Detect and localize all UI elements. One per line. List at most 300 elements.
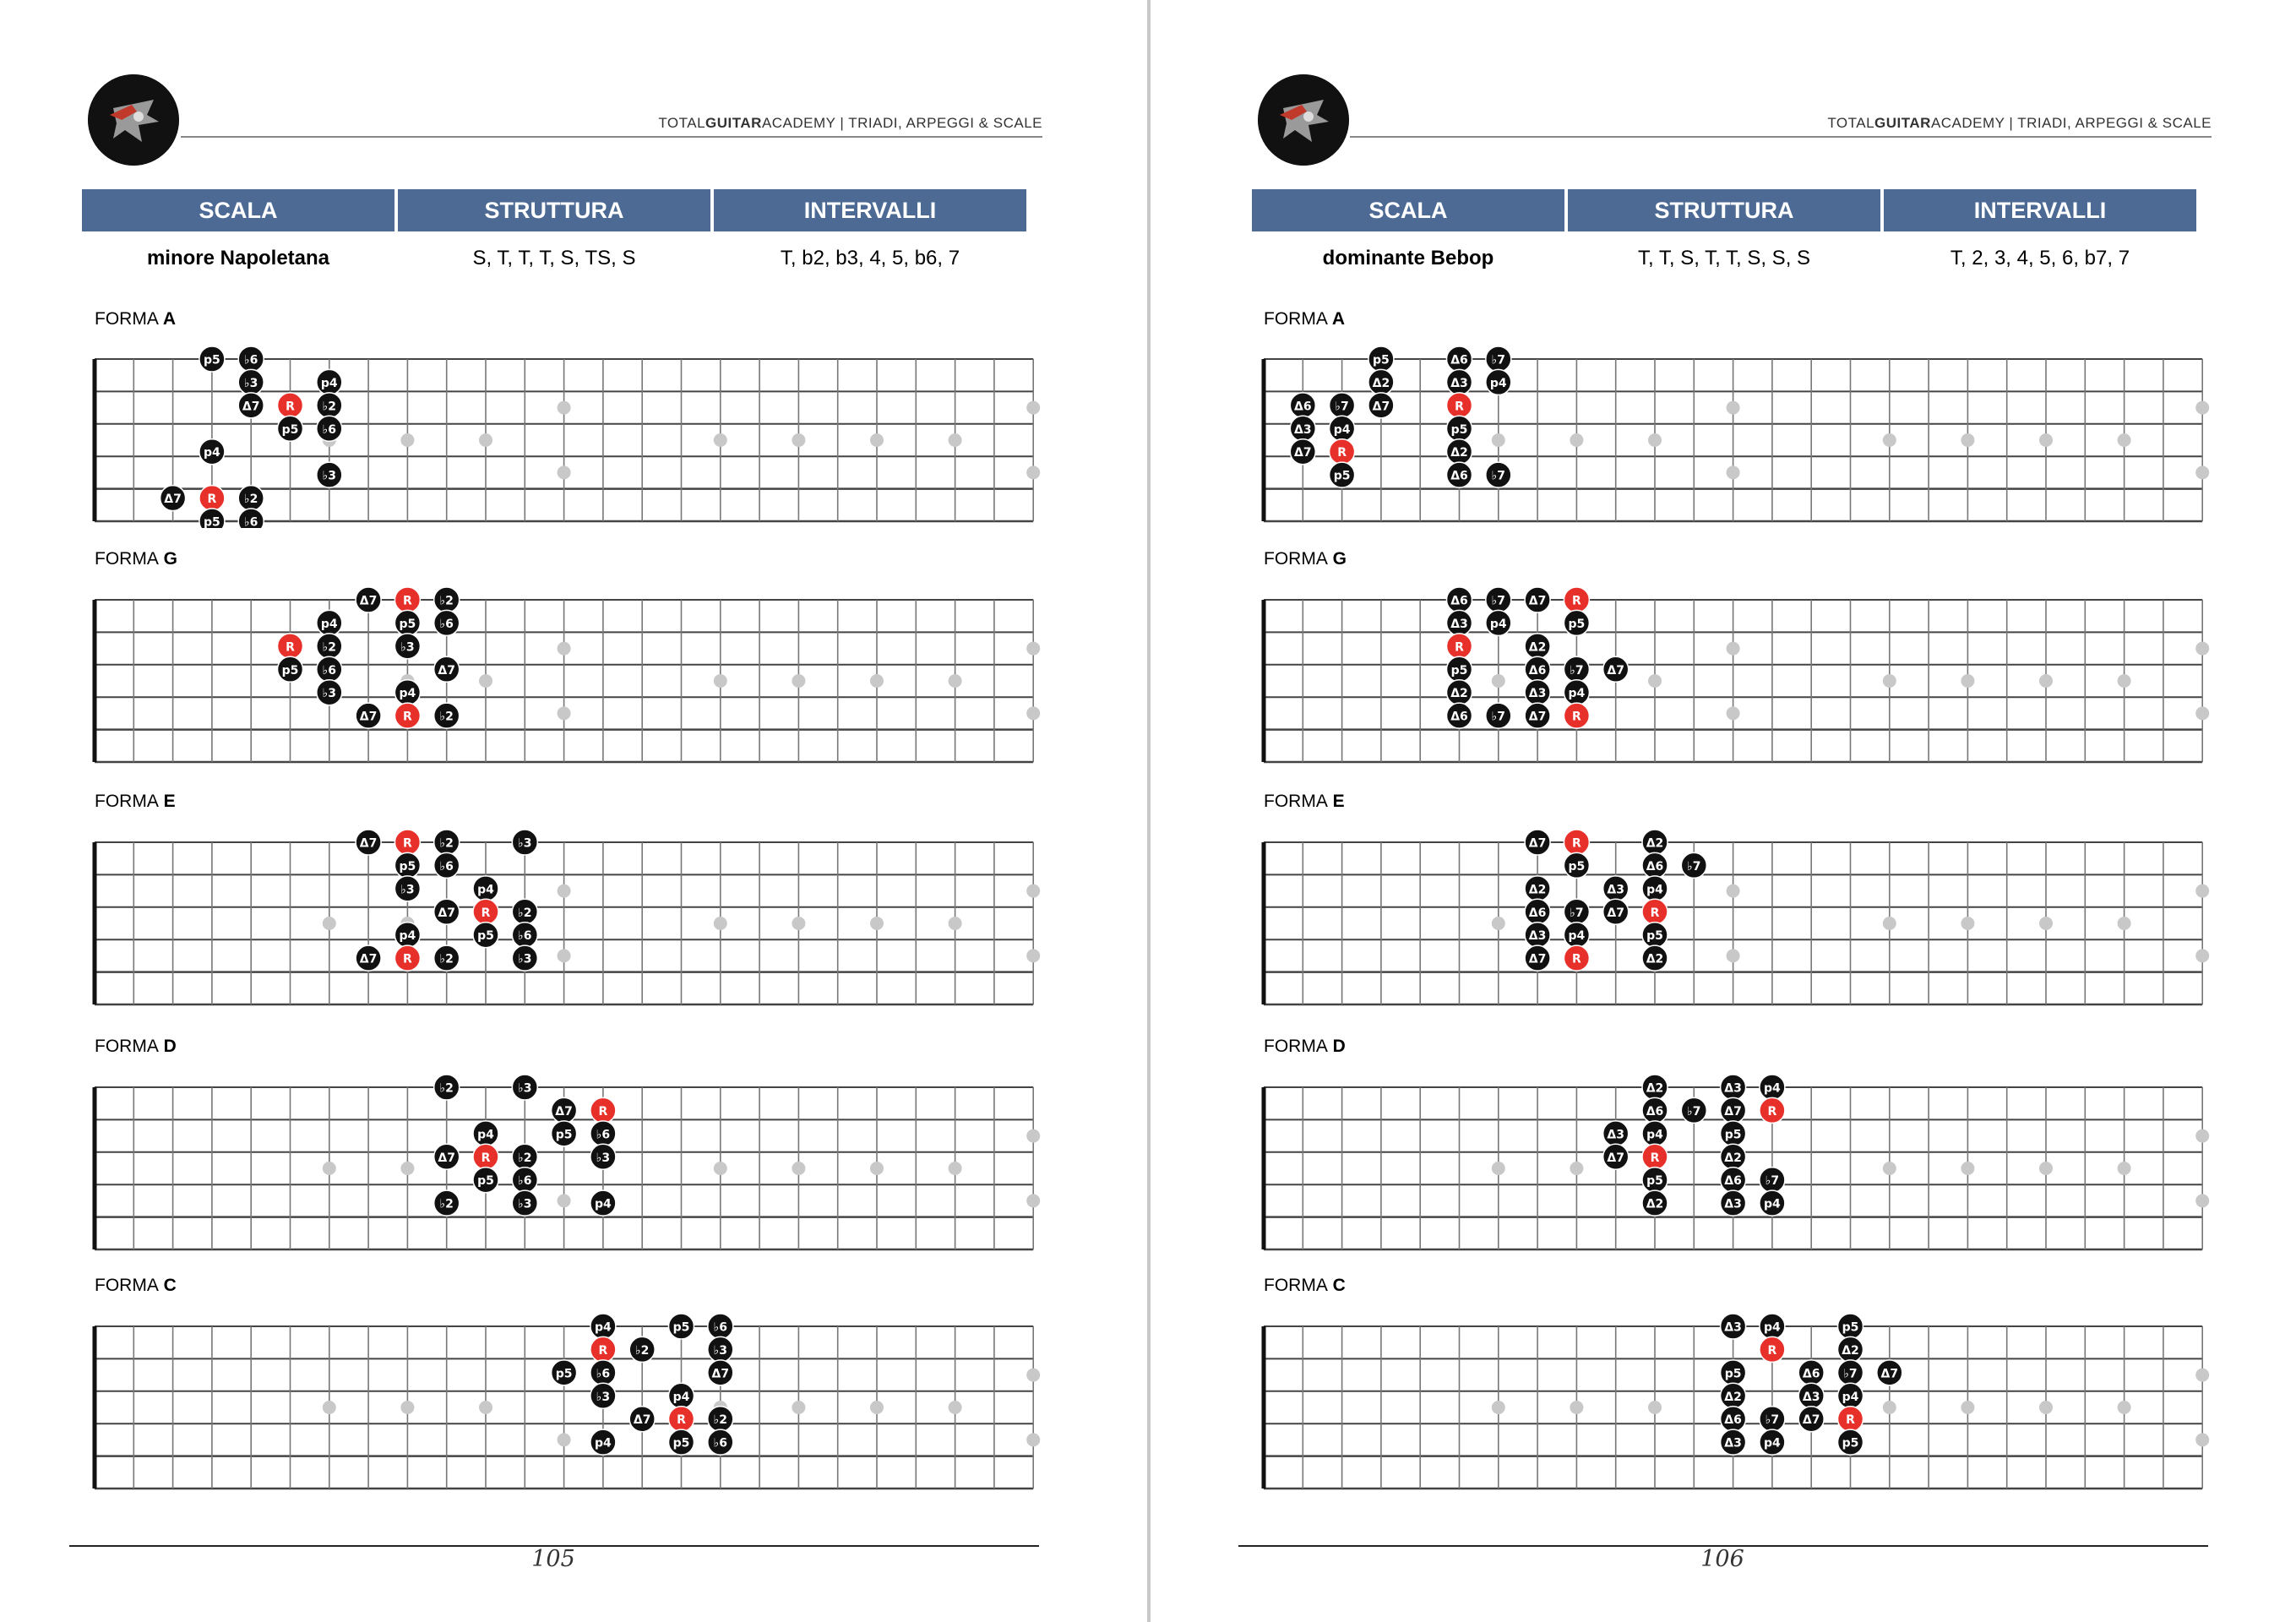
fret-inlay xyxy=(479,1401,492,1414)
fret-inlay xyxy=(2039,674,2053,688)
interval-note-marker xyxy=(1525,899,1550,924)
interval-note-marker xyxy=(1447,462,1472,487)
note-label: Δ2 xyxy=(1646,1197,1664,1211)
note-label: ♭2 xyxy=(322,640,336,655)
interval-note-marker xyxy=(356,703,381,728)
fret-inlay xyxy=(1026,465,1040,479)
note-label: p4 xyxy=(204,446,220,460)
note-label: Δ6 xyxy=(1724,1174,1742,1189)
interval-note-marker xyxy=(317,462,342,487)
note-label: Δ2 xyxy=(1646,836,1664,851)
note-label: Δ6 xyxy=(1724,1413,1742,1428)
interval-note-marker xyxy=(1760,1168,1785,1193)
note-label: p4 xyxy=(595,1320,612,1335)
note-label: ♭7 xyxy=(1491,353,1505,367)
note-label: ♭7 xyxy=(1765,1174,1780,1189)
fret-inlay xyxy=(792,433,805,447)
interval-note-marker xyxy=(434,830,460,855)
note-label: Δ6 xyxy=(1528,906,1547,920)
note-label: p5 xyxy=(399,859,416,874)
interval-note-marker xyxy=(552,1097,577,1123)
note-label: ♭7 xyxy=(1491,469,1505,483)
note-label: Δ7 xyxy=(359,952,378,966)
interval-note-marker xyxy=(394,680,420,705)
note-label: R xyxy=(1337,446,1347,460)
note-label: p4 xyxy=(595,1197,612,1211)
fret-inlay xyxy=(1961,917,1974,930)
note-label: Δ7 xyxy=(1294,446,1312,460)
note-label: p4 xyxy=(1489,617,1507,631)
fretboard-diagram xyxy=(84,1070,1047,1256)
fret-inlay xyxy=(2195,465,2209,479)
th-scala: SCALA xyxy=(82,189,394,231)
note-label: p5 xyxy=(1568,859,1586,874)
interval-note-marker xyxy=(1330,393,1355,418)
note-label: ♭3 xyxy=(596,1390,611,1404)
note-label: Δ2 xyxy=(1646,952,1664,966)
interval-note-marker xyxy=(1290,393,1315,418)
interval-note-marker xyxy=(1760,1407,1785,1432)
note-label: Δ7 xyxy=(1528,710,1547,724)
interval-note-marker xyxy=(473,923,498,948)
fret-inlay xyxy=(2195,642,2209,656)
fret-inlay xyxy=(1492,917,1505,930)
note-label: p5 xyxy=(1842,1320,1859,1335)
running-header: TOTALGUITARACADEMY | TRIADI, ARPEGGI & SCALE xyxy=(1827,115,2212,131)
interval-note-marker xyxy=(1525,945,1550,971)
interval-note-marker xyxy=(434,1075,460,1100)
interval-note-marker xyxy=(708,1360,733,1385)
note-label: R xyxy=(481,906,491,920)
fret-inlay xyxy=(479,674,492,688)
interval-note-marker xyxy=(1525,703,1550,728)
interval-note-marker xyxy=(238,369,264,395)
interval-note-marker xyxy=(434,656,460,682)
note-label: p5 xyxy=(555,1367,573,1381)
note-label: p5 xyxy=(1450,663,1468,678)
note-label: ♭2 xyxy=(439,710,454,724)
interval-note-marker xyxy=(434,1190,460,1216)
interval-note-marker xyxy=(1681,852,1706,878)
fret-inlay xyxy=(2039,917,2053,930)
interval-note-marker xyxy=(1525,656,1550,682)
note-label: ♭7 xyxy=(1491,710,1505,724)
fret-inlay xyxy=(1883,1162,1896,1175)
interval-note-marker xyxy=(1838,1360,1863,1385)
note-label: Δ7 xyxy=(1528,594,1547,608)
interval-note-marker xyxy=(394,876,420,901)
fret-inlay xyxy=(949,433,962,447)
fret-inlay xyxy=(714,1162,727,1175)
fret-inlay xyxy=(2039,1401,2053,1414)
note-label: Δ7 xyxy=(164,493,182,507)
interval-note-marker xyxy=(1486,587,1511,612)
interval-note-marker xyxy=(1525,680,1550,705)
interval-note-marker xyxy=(1447,439,1472,465)
interval-note-marker xyxy=(1447,680,1472,705)
fretboard-diagram xyxy=(1254,1309,2217,1495)
note-label: ♭2 xyxy=(439,594,454,608)
interval-note-marker xyxy=(708,1429,733,1455)
root-note-marker xyxy=(1760,1336,1785,1362)
note-label: ♭6 xyxy=(596,1128,611,1142)
fret-inlay xyxy=(792,917,805,930)
note-label: ♭6 xyxy=(322,422,336,437)
note-label: R xyxy=(207,493,217,507)
note-label: ♭6 xyxy=(713,1436,727,1451)
fret-inlay xyxy=(714,674,727,688)
forma-label: FORMA A xyxy=(1264,309,1346,329)
forma-label: FORMA A xyxy=(95,309,177,329)
interval-note-marker xyxy=(434,899,460,924)
note-label: ♭7 xyxy=(1570,906,1584,920)
th-struttura: STRUTTURA xyxy=(1568,189,1880,231)
interval-note-marker xyxy=(590,1360,616,1385)
fret-inlay xyxy=(1570,433,1583,447)
root-note-marker xyxy=(1760,1097,1785,1123)
interval-note-marker xyxy=(317,634,342,659)
note-label: ♭3 xyxy=(518,836,532,851)
fret-inlay xyxy=(714,917,727,930)
interval-note-marker xyxy=(1486,703,1511,728)
root-note-marker xyxy=(473,899,498,924)
interval-note-marker xyxy=(512,1144,537,1169)
fret-inlay xyxy=(1727,465,1740,479)
root-note-marker xyxy=(278,634,303,659)
root-note-marker xyxy=(473,1144,498,1169)
root-note-marker xyxy=(199,486,225,511)
note-label: ♭6 xyxy=(244,515,258,528)
fret-inlay xyxy=(1883,433,1896,447)
root-note-marker xyxy=(1330,439,1355,465)
fret-inlay xyxy=(792,674,805,688)
interval-note-marker xyxy=(1721,1097,1746,1123)
interval-note-marker xyxy=(590,1314,616,1339)
fret-inlay xyxy=(792,1401,805,1414)
note-label: ♭3 xyxy=(400,640,415,655)
note-label: p4 xyxy=(1764,1436,1781,1451)
note-label: R xyxy=(1572,710,1581,724)
note-label: Δ7 xyxy=(1528,836,1547,851)
fret-inlay xyxy=(400,433,414,447)
fret-inlay xyxy=(870,433,884,447)
interval-note-marker xyxy=(1603,1144,1629,1169)
interval-note-marker xyxy=(317,369,342,395)
note-label: R xyxy=(403,594,412,608)
note-label: p4 xyxy=(320,376,338,390)
interval-note-marker xyxy=(161,486,186,511)
note-label: Δ6 xyxy=(1646,859,1664,874)
note-label: Δ3 xyxy=(1528,687,1547,701)
note-label: p4 xyxy=(320,617,338,631)
note-label: p4 xyxy=(1646,1128,1663,1142)
note-label: p5 xyxy=(1373,353,1390,367)
note-label: Δ6 xyxy=(1528,663,1547,678)
interval-note-marker xyxy=(317,680,342,705)
note-label: p5 xyxy=(555,1128,573,1142)
fret-inlay xyxy=(1727,706,1740,720)
th-intervalli: INTERVALLI xyxy=(1884,189,2196,231)
interval-note-marker xyxy=(1525,634,1550,659)
interval-note-marker xyxy=(1798,1407,1824,1432)
note-label: Δ7 xyxy=(1880,1367,1899,1381)
interval-note-marker xyxy=(199,439,225,465)
note-label: Δ6 xyxy=(1802,1367,1820,1381)
interval-note-marker xyxy=(199,346,225,372)
root-note-marker xyxy=(394,587,420,612)
fret-inlay xyxy=(1727,401,1740,415)
fretboard-diagram xyxy=(84,583,1047,769)
note-label: ♭6 xyxy=(596,1367,611,1381)
interval-note-marker xyxy=(317,610,342,635)
note-label: Δ7 xyxy=(1528,952,1547,966)
fretboard-diagram xyxy=(1254,825,2217,1011)
note-label: Δ2 xyxy=(1450,687,1468,701)
interval-note-marker xyxy=(1721,1121,1746,1146)
root-note-marker xyxy=(1642,1144,1668,1169)
note-label: Δ2 xyxy=(1528,883,1547,897)
interval-note-marker xyxy=(317,416,342,441)
fret-inlay xyxy=(1570,1401,1583,1414)
root-note-marker xyxy=(669,1407,694,1432)
note-label: ♭2 xyxy=(518,1151,532,1165)
note-label: p5 xyxy=(1724,1128,1742,1142)
note-label: Δ2 xyxy=(1842,1343,1859,1358)
note-label: p5 xyxy=(1333,469,1351,483)
fret-inlay xyxy=(1492,1401,1505,1414)
interval-note-marker xyxy=(1447,610,1472,635)
interval-note-marker xyxy=(473,876,498,901)
note-label: Δ2 xyxy=(1724,1390,1742,1404)
interval-note-marker xyxy=(512,899,537,924)
forma-label: FORMA G xyxy=(1264,549,1347,569)
fret-inlay xyxy=(1026,642,1040,656)
fret-inlay xyxy=(1026,1194,1040,1207)
note-label: Δ3 xyxy=(1294,422,1312,437)
scale-name: dominante Bebop xyxy=(1322,247,1494,269)
interval-note-marker xyxy=(590,1121,616,1146)
note-label: p4 xyxy=(1764,1081,1781,1096)
forma-label: FORMA E xyxy=(95,792,176,811)
fret-inlay xyxy=(2195,1129,2209,1143)
interval-note-marker xyxy=(1642,1097,1668,1123)
note-label: ♭6 xyxy=(244,353,258,367)
fretboard-diagram xyxy=(84,1309,1047,1495)
root-note-marker xyxy=(278,393,303,418)
interval-note-marker xyxy=(1525,923,1550,948)
fret-inlay xyxy=(1026,1129,1040,1143)
fret-inlay xyxy=(2118,1162,2131,1175)
fret-inlay xyxy=(323,1162,336,1175)
note-label: Δ2 xyxy=(1372,376,1390,390)
fret-inlay xyxy=(558,706,571,720)
page-right xyxy=(1151,0,2296,1622)
fret-inlay xyxy=(2195,401,2209,415)
note-label: ♭7 xyxy=(1570,663,1584,678)
interval-note-marker xyxy=(1760,1190,1785,1216)
root-note-marker xyxy=(1838,1407,1863,1432)
fret-inlay xyxy=(2195,1433,2209,1446)
note-label: ♭6 xyxy=(439,617,454,631)
header-rule xyxy=(1350,136,2212,138)
interval-note-marker xyxy=(629,1407,655,1432)
logo xyxy=(88,74,179,166)
fret-inlay xyxy=(1648,433,1662,447)
fret-inlay xyxy=(1026,884,1040,898)
note-label: ♭2 xyxy=(518,906,532,920)
interval-note-marker xyxy=(1290,439,1315,465)
interval-note-marker xyxy=(278,416,303,441)
note-label: p4 xyxy=(477,1128,494,1142)
fret-inlay xyxy=(1727,884,1740,898)
interval-note-marker xyxy=(1721,1429,1746,1455)
note-label: R xyxy=(1767,1104,1777,1119)
fret-inlay xyxy=(558,401,571,415)
note-label: Δ7 xyxy=(1802,1413,1820,1428)
interval-note-marker xyxy=(1721,1383,1746,1408)
root-note-marker xyxy=(1642,899,1668,924)
note-label: p4 xyxy=(672,1390,690,1404)
note-label: ♭3 xyxy=(518,1081,532,1096)
note-label: p4 xyxy=(1842,1390,1859,1404)
interval-note-marker xyxy=(1642,1121,1668,1146)
forma-label: FORMA C xyxy=(95,1276,177,1295)
note-label: Δ7 xyxy=(438,906,455,920)
note-label: Δ7 xyxy=(242,400,260,414)
interval-note-marker xyxy=(1721,1360,1746,1385)
note-label: p4 xyxy=(1646,883,1663,897)
fret-inlay xyxy=(1961,1162,1974,1175)
running-header: TOTALGUITARACADEMY | TRIADI, ARPEGGI & SCALE xyxy=(658,115,1042,131)
note-label: p5 xyxy=(1724,1367,1742,1381)
header-rule xyxy=(181,136,1042,138)
interval-note-marker xyxy=(1525,876,1550,901)
interval-note-marker xyxy=(1330,462,1355,487)
note-label: p4 xyxy=(1489,376,1507,390)
interval-note-marker xyxy=(1642,876,1668,901)
interval-note-marker xyxy=(1642,1190,1668,1216)
note-label: Δ3 xyxy=(1450,617,1468,631)
interval-note-marker xyxy=(278,656,303,682)
fret-inlay xyxy=(400,1162,414,1175)
fret-inlay xyxy=(400,1401,414,1414)
interval-note-marker xyxy=(1330,416,1355,441)
interval-note-marker xyxy=(434,852,460,878)
interval-note-marker xyxy=(1486,610,1511,635)
note-label: R xyxy=(598,1343,608,1358)
note-label: ♭7 xyxy=(1491,594,1505,608)
fretboard-diagram xyxy=(84,342,1047,528)
fret-inlay xyxy=(558,642,571,656)
interval-note-marker xyxy=(1447,369,1472,395)
note-label: Δ6 xyxy=(1450,353,1468,367)
fret-inlay xyxy=(1961,674,1974,688)
fret-inlay xyxy=(870,1162,884,1175)
interval-note-marker xyxy=(1721,1144,1746,1169)
note-label: ♭6 xyxy=(518,929,532,944)
note-label: Δ7 xyxy=(1724,1104,1742,1119)
fret-inlay xyxy=(1026,1369,1040,1382)
note-label: p4 xyxy=(1333,422,1351,437)
note-label: Δ7 xyxy=(1607,663,1624,678)
interval-note-marker xyxy=(1603,876,1629,901)
interval-note-marker xyxy=(199,509,225,528)
note-label: p5 xyxy=(204,353,220,367)
interval-note-marker xyxy=(1564,899,1589,924)
note-label: Δ6 xyxy=(1450,710,1468,724)
interval-note-marker xyxy=(552,1360,577,1385)
note-label: p5 xyxy=(1568,617,1586,631)
interval-note-marker xyxy=(1642,923,1668,948)
interval-note-marker xyxy=(394,852,420,878)
interval-note-marker xyxy=(394,610,420,635)
note-label: R xyxy=(403,836,412,851)
interval-note-marker xyxy=(1368,393,1394,418)
interval-note-marker xyxy=(394,923,420,948)
note-label: p4 xyxy=(1764,1197,1781,1211)
scale-structure: S, T, T, T, S, TS, S xyxy=(472,247,636,269)
note-label: Δ7 xyxy=(1607,906,1624,920)
note-label: ♭7 xyxy=(1765,1413,1780,1428)
interval-note-marker xyxy=(238,346,264,372)
note-label: Δ7 xyxy=(438,663,455,678)
note-label: ♭3 xyxy=(244,376,258,390)
interval-note-marker xyxy=(434,945,460,971)
interval-note-marker xyxy=(1798,1383,1824,1408)
note-label: Δ6 xyxy=(1294,400,1312,414)
root-note-marker xyxy=(1564,703,1589,728)
scale-intervals: T, b2, b3, 4, 5, b6, 7 xyxy=(780,247,960,269)
root-note-marker xyxy=(590,1097,616,1123)
interval-note-marker xyxy=(1721,1168,1746,1193)
forma-label: FORMA G xyxy=(95,549,178,569)
note-label: Δ7 xyxy=(711,1367,730,1381)
fret-inlay xyxy=(558,949,571,962)
note-label: R xyxy=(1572,952,1581,966)
root-note-marker xyxy=(1564,587,1589,612)
interval-note-marker xyxy=(1447,346,1472,372)
note-label: ♭3 xyxy=(322,687,336,701)
fret-inlay xyxy=(1961,433,1974,447)
interval-note-marker xyxy=(1642,1168,1668,1193)
interval-note-marker xyxy=(434,587,460,612)
interval-note-marker xyxy=(669,1314,694,1339)
fret-inlay xyxy=(558,465,571,479)
interval-note-marker xyxy=(1760,1429,1785,1455)
interval-note-marker xyxy=(1447,416,1472,441)
interval-note-marker xyxy=(512,945,537,971)
fret-inlay xyxy=(1026,949,1040,962)
interval-note-marker xyxy=(473,1168,498,1193)
note-label: Δ3 xyxy=(1607,1128,1624,1142)
interval-note-marker xyxy=(708,1314,733,1339)
note-label: ♭6 xyxy=(322,663,336,678)
interval-note-marker xyxy=(1447,703,1472,728)
fret-inlay xyxy=(2118,917,2131,930)
note-label: R xyxy=(598,1104,608,1119)
interval-note-marker xyxy=(1642,1075,1668,1100)
interval-note-marker xyxy=(1603,1121,1629,1146)
fret-inlay xyxy=(558,1194,571,1207)
interval-note-marker xyxy=(669,1383,694,1408)
interval-note-marker xyxy=(356,830,381,855)
interval-note-marker xyxy=(590,1429,616,1455)
interval-note-marker xyxy=(1368,346,1394,372)
note-label: Δ2 xyxy=(1528,640,1547,655)
note-label: ♭6 xyxy=(439,859,454,874)
interval-note-marker xyxy=(552,1121,577,1146)
root-note-marker xyxy=(1447,634,1472,659)
